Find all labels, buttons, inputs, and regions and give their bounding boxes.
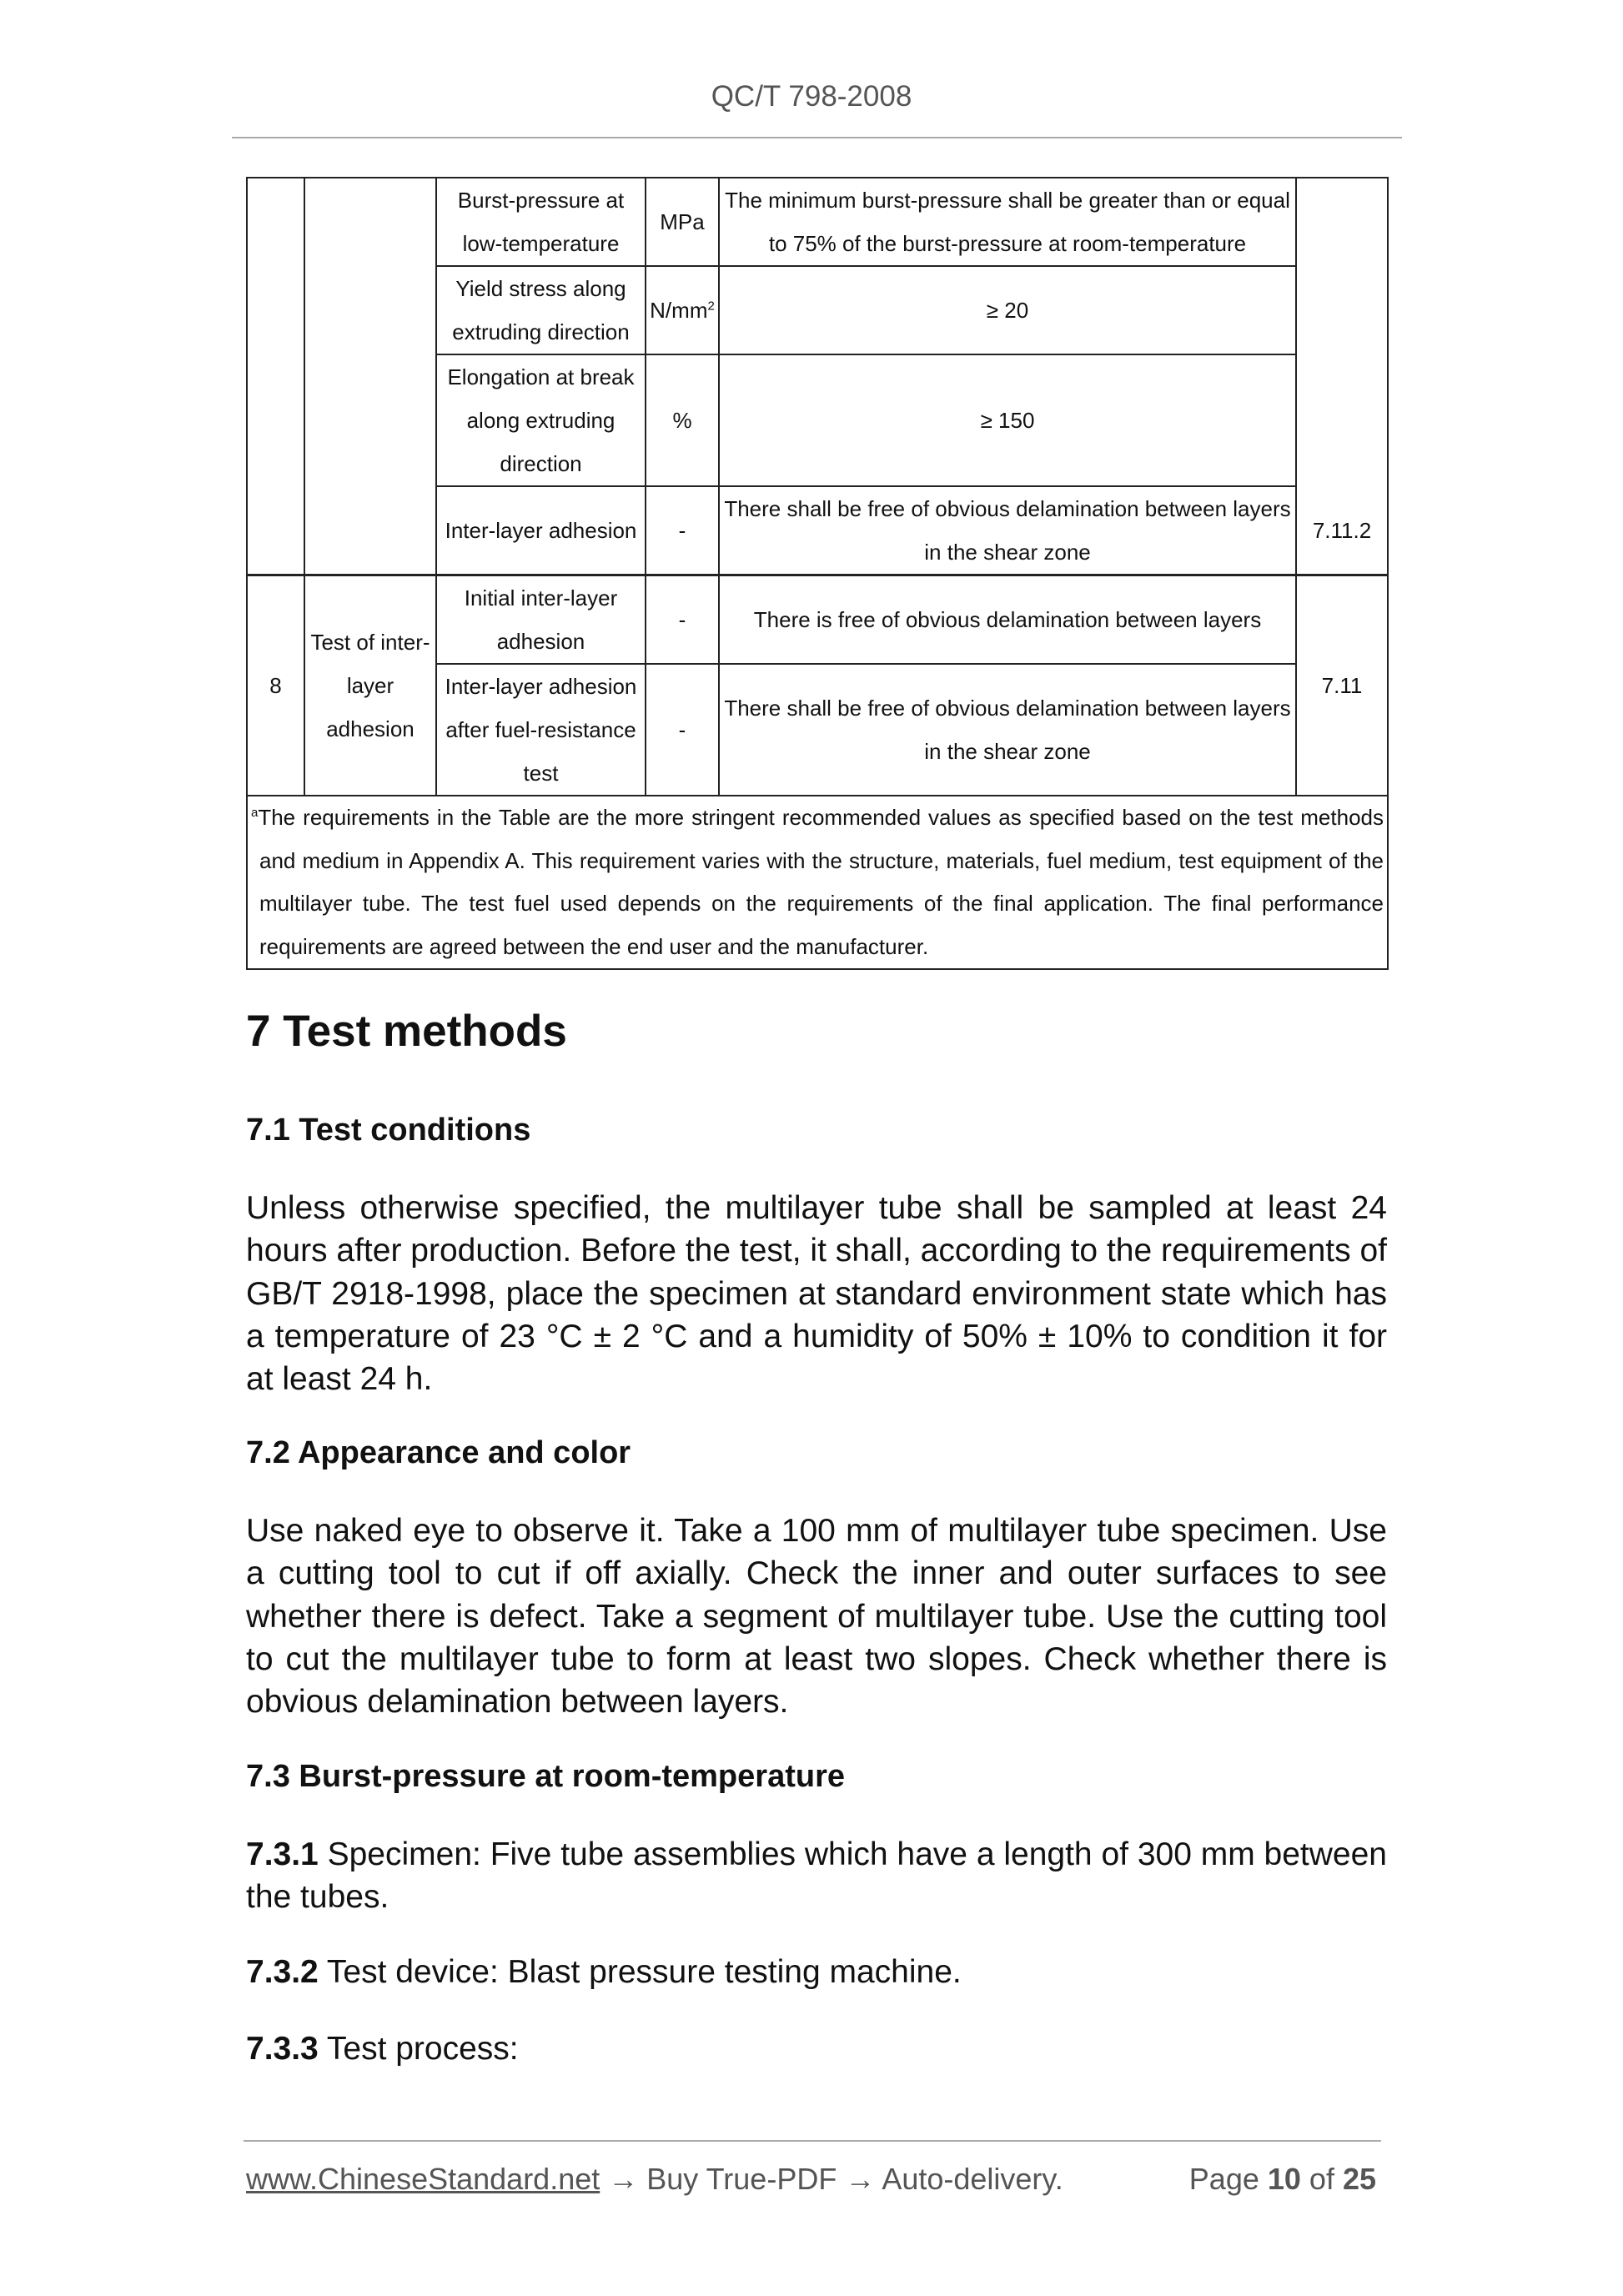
clause-number: 7.3.3 [246, 2031, 319, 2067]
cell-unit: - [646, 575, 719, 665]
header-divider [232, 137, 1402, 138]
cell-unit: - [646, 486, 719, 575]
page-label: Page [1188, 2162, 1268, 2196]
requirements-table [246, 177, 1389, 970]
document-header: QC/T 798-2008 [711, 80, 912, 113]
clause-text: Specimen: Five tube assemblies which have a length of 300 mm between the tubes. [246, 1836, 1387, 1916]
cell-item: Elongation at break along extruding direction [436, 354, 646, 486]
current-page: 10 [1267, 2162, 1301, 2196]
cell-requirement: ≥ 20 [719, 266, 1296, 354]
website-link[interactable]: www.ChineseStandard.net [246, 2162, 600, 2196]
cell-name [304, 178, 436, 575]
cell-method [1296, 178, 1388, 486]
paragraph-7-3-2 [246, 1951, 1387, 1993]
table-row [247, 575, 1388, 665]
unit-sup: 2 [707, 299, 715, 314]
cell-unit: MPa [646, 178, 719, 266]
section-heading-7-2: 7.2 Appearance and color [246, 1435, 631, 1470]
page-footer [246, 2162, 1376, 2197]
cell-item: Inter-layer adhesion after fuel-resistance test [436, 664, 646, 796]
cell-unit: - [646, 664, 719, 796]
cell-requirement: There is free of obvious delamination between layers [719, 575, 1296, 665]
clause-number: 7.3.2 [246, 1954, 319, 1990]
paragraph-7-2: Use naked eye to observe it. Take a 100 mm of multilayer tube specimen. Use a cutting tool to cut if off axially. Check the inner and outer surfaces to see whether there is defect. Take a segment of multilayer tube. Use the cutting tool to cut the multilayer tube to form at least two slopes. Check whether there is obvious delamination between layers. [246, 1513, 1387, 1721]
cell-requirement: ≥ 150 [719, 354, 1296, 486]
cell-item: Inter-layer adhesion [436, 486, 646, 575]
cell-requirement: The minimum burst-pressure shall be greater than or equal to 75% of the burst-pressure at room-temperature [719, 178, 1296, 266]
table-note-row [247, 796, 1388, 969]
note-mark: a [251, 806, 259, 821]
total-pages: 25 [1342, 2162, 1376, 2196]
cell-requirement: There shall be free of obvious delamination between layers in the shear zone [719, 486, 1296, 575]
clause-text: Test device: Blast pressure testing machine. [318, 1954, 962, 1990]
cell-method: 7.11.2 [1296, 486, 1388, 575]
cell-item: Burst-pressure at low-temperature [436, 178, 646, 266]
unit-text: N/mm [650, 298, 708, 323]
cell-item: Initial inter-layer adhesion [436, 575, 646, 665]
paragraph-7-1: Unless otherwise specified, the multilayer tube shall be sampled at least 24 hours after production. Before the test, it shall, according to the requirements of GB/T 2918-1998, place the specimen at standard environment state which has a temperature of 23 °C ± 2 °C and a humidity of 50% ± 10% to condition it for at least 24 h. [246, 1190, 1387, 1398]
section-heading-7-3: 7.3 Burst-pressure at room-temperature [246, 1759, 845, 1794]
cell-requirement: There shall be free of obvious delamination between layers in the shear zone [719, 664, 1296, 796]
cell-no [247, 178, 304, 575]
clause-number: 7.3.1 [246, 1836, 319, 1872]
clause-text: Test process: [318, 2031, 519, 2067]
footer-promo [246, 2162, 1063, 2197]
table-row [247, 178, 1388, 266]
section-heading-7-1: 7.1 Test conditions [246, 1113, 531, 1148]
paragraph-7-3-1 [246, 1833, 1387, 1919]
cell-no: 8 [247, 575, 304, 796]
footer-divider [244, 2140, 1381, 2142]
cell-name: Test of inter-layer adhesion [304, 575, 436, 796]
section-heading-7: 7 Test methods [246, 1007, 567, 1056]
of-label: of [1300, 2162, 1343, 2196]
cell-unit [646, 266, 719, 354]
page-indicator [1189, 2162, 1376, 2197]
note-text: The requirements in the Table are the more stringent recommended values as specified based on the test methods and medium in Appendix A. This requirement varies with the structure, materials, fuel medium, test equipment of the multilayer tube. The test fuel used depends on the requirements of the final application. The final performance requirements are agreed between the end user and the manufacturer. [258, 805, 1384, 959]
paragraph-7-3-3 [246, 2027, 1387, 2070]
cell-item: Yield stress along extruding direction [436, 266, 646, 354]
cell-unit: % [646, 354, 719, 486]
table-note [247, 796, 1388, 969]
cell-method: 7.11 [1296, 575, 1388, 796]
footer-text: → Buy True-PDF → Auto-delivery. [600, 2162, 1063, 2196]
